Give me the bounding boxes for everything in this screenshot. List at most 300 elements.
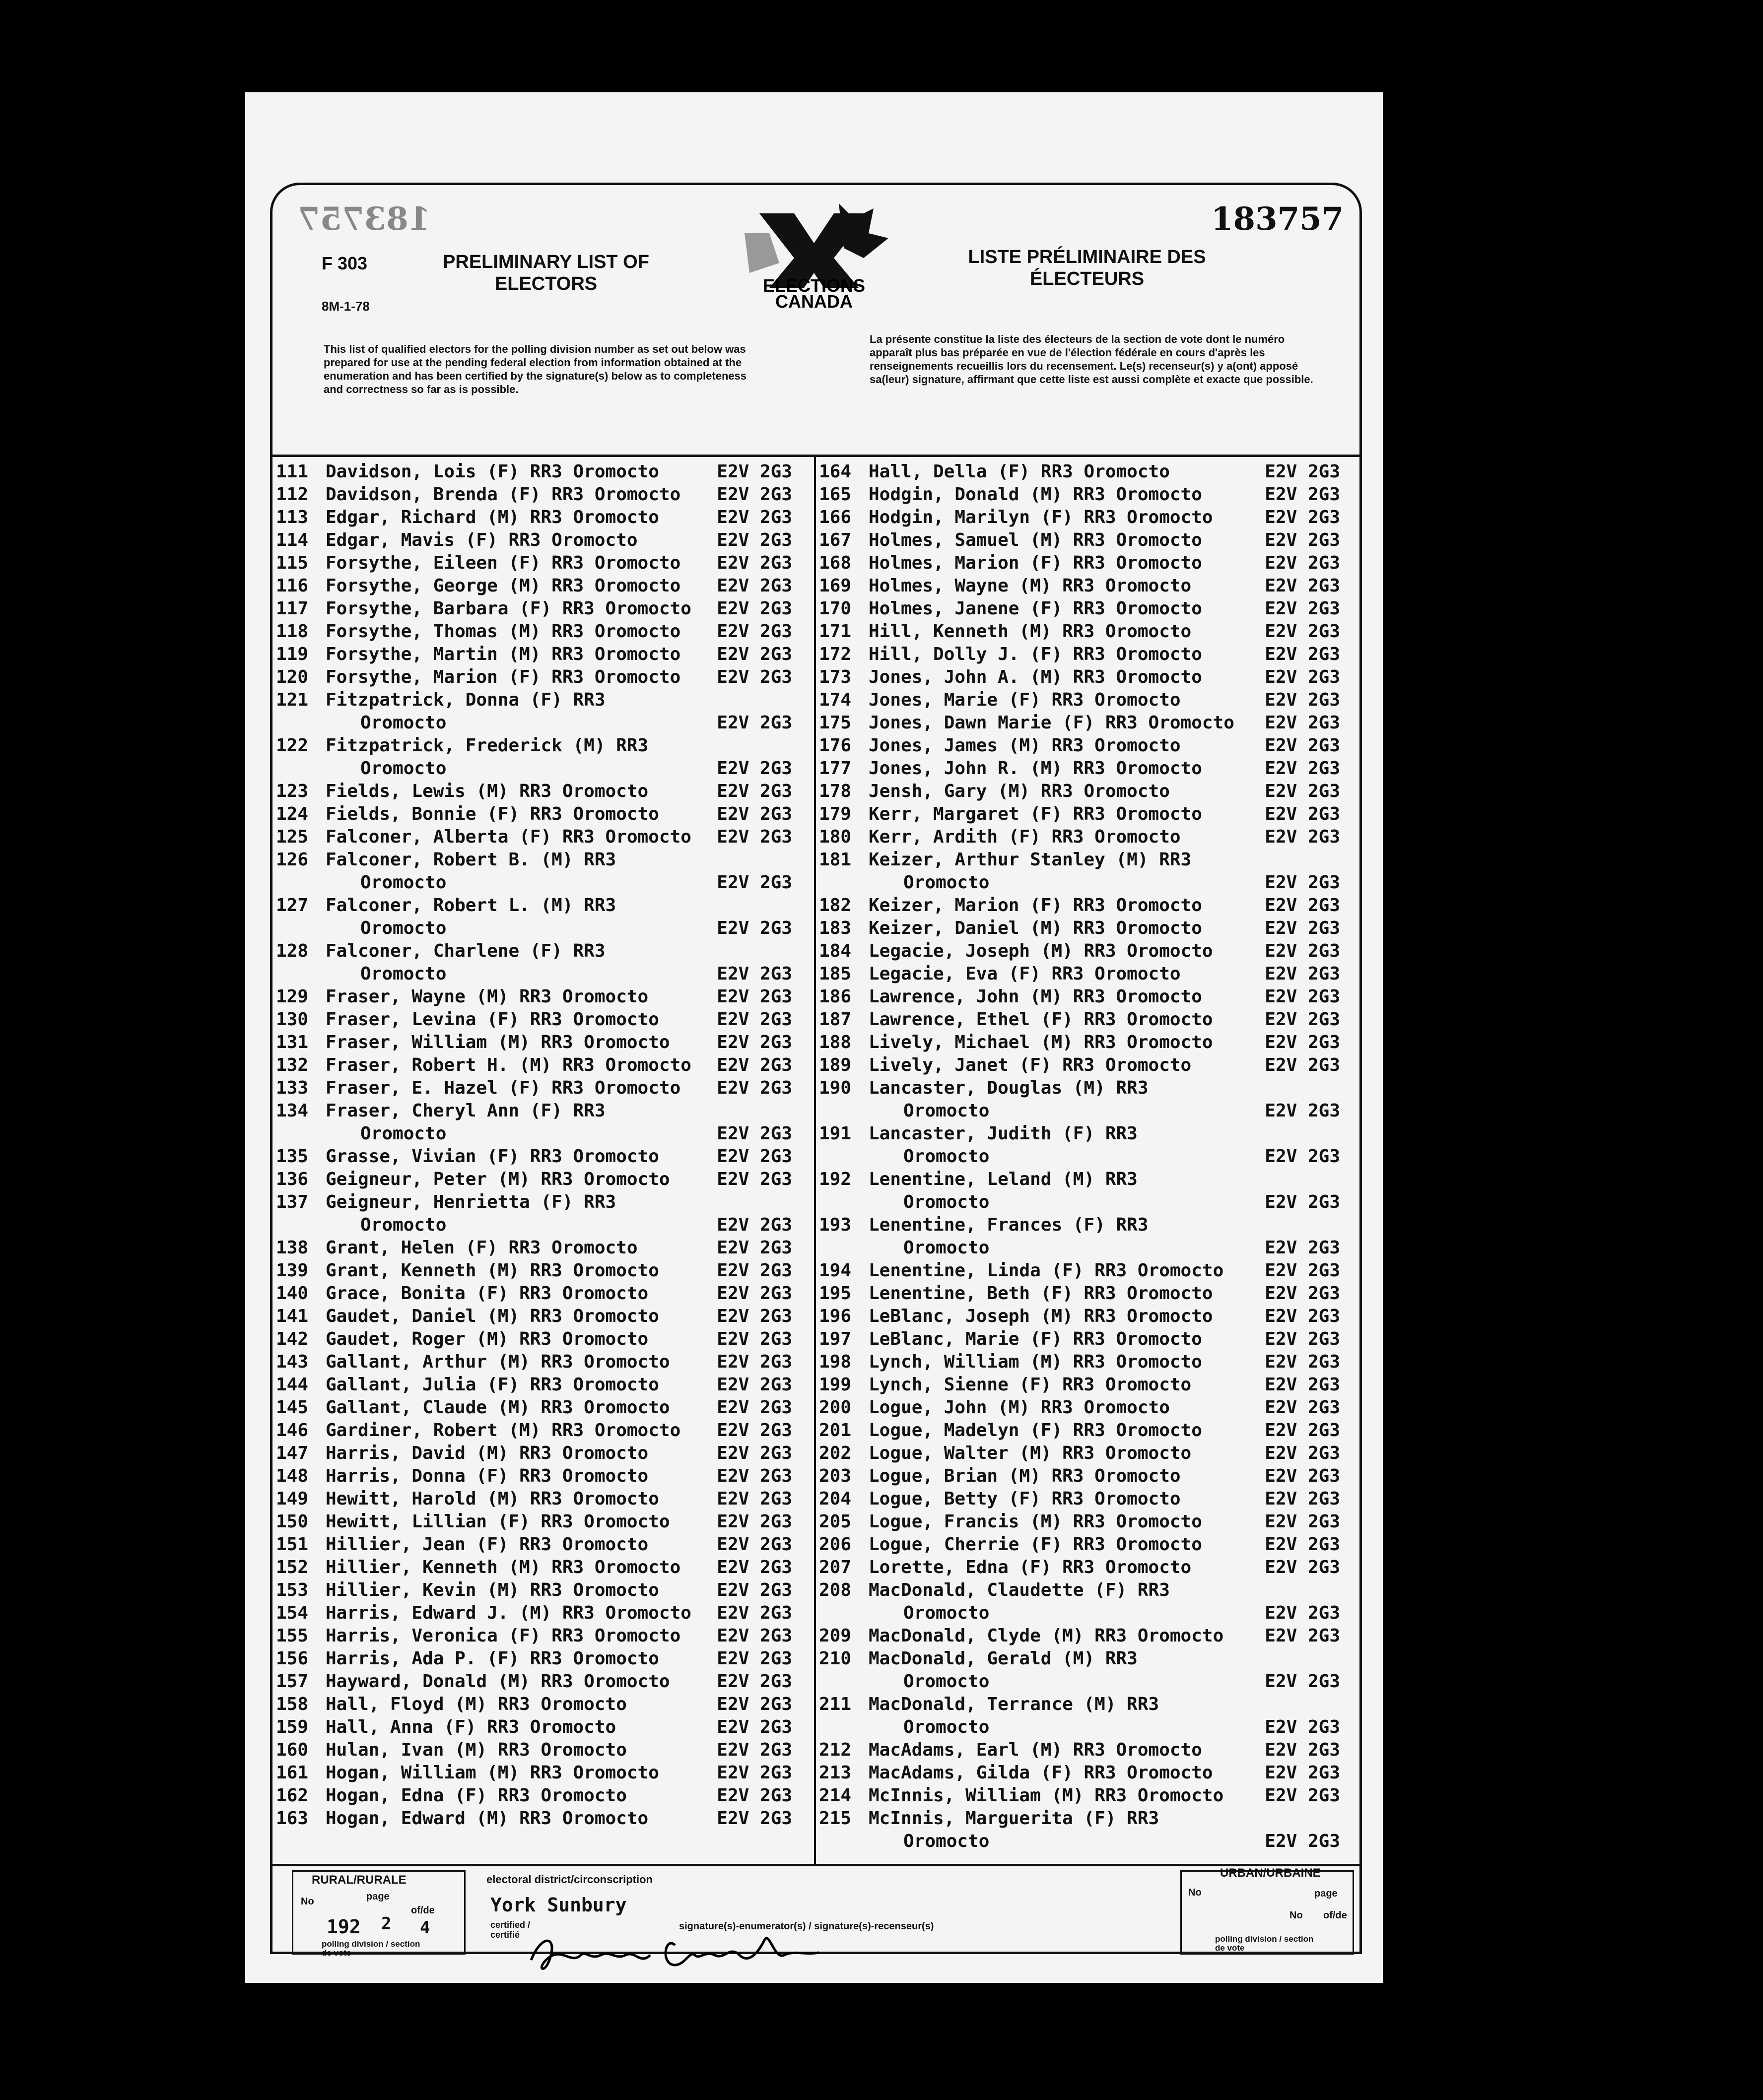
postal-code: E2V 2G3 [717,530,792,550]
postal-code: E2V 2G3 [717,1534,792,1555]
column-divider [814,455,816,1864]
elector-name-address: Grasse, Vivian (F) RR3 Oromocto [326,1146,659,1167]
elector-number: 130 [276,1009,309,1030]
elector-row [819,1191,1360,1214]
elector-name-address: Gaudet, Daniel (M) RR3 Oromocto [326,1306,659,1326]
postal-code: E2V 2G3 [717,758,792,779]
elector-row [819,1556,1360,1579]
elector-row [276,734,812,757]
elector-number: 169 [819,576,852,596]
elector-number: 200 [819,1397,852,1418]
elector-name-address: Forsythe, Barbara (F) RR3 Oromocto [326,598,691,619]
header-divider [272,455,1360,457]
elector-row [819,529,1360,552]
postal-code: E2V 2G3 [1265,553,1340,573]
elector-row [819,940,1360,963]
elector-row [276,1533,812,1556]
postal-code: E2V 2G3 [1265,1534,1340,1555]
postal-code: E2V 2G3 [1265,1466,1340,1486]
elector-number: 161 [276,1763,309,1783]
page-label: page [366,1891,390,1902]
postal-code: E2V 2G3 [1265,758,1340,779]
elector-row [819,734,1360,757]
elector-name-address: Gaudet, Roger (M) RR3 Oromocto [326,1329,649,1349]
elector-name-address: Grace, Bonita (F) RR3 Oromocto [326,1283,649,1304]
postal-code: E2V 2G3 [1265,1352,1340,1372]
elector-name-address: Jones, John R. (M) RR3 Oromocto [869,758,1202,779]
elector-name-address: Jones, Dawn Marie (F) RR3 Oromocto [869,713,1234,733]
elector-name-address: Fraser, William (M) RR3 Oromocto [326,1032,670,1052]
postal-code: E2V 2G3 [717,667,792,687]
postal-code: E2V 2G3 [717,644,792,664]
elector-row [276,1465,812,1488]
elector-number: 195 [819,1283,852,1304]
postal-code: E2V 2G3 [717,1123,792,1144]
elector-row [819,1693,1360,1716]
postal-code: E2V 2G3 [717,1032,792,1052]
postal-code: E2V 2G3 [717,461,792,482]
elector-number: 148 [276,1466,309,1486]
elector-number: 139 [276,1260,309,1281]
postal-code: E2V 2G3 [1265,1831,1340,1851]
postal-code: E2V 2G3 [1265,1283,1340,1304]
of-label: of/de [411,1905,435,1916]
elector-row [819,597,1360,620]
elector-name-address: Holmes, Samuel (M) RR3 Oromocto [869,530,1202,550]
elector-row [819,1510,1360,1533]
elector-row [276,1168,812,1191]
postal-code: E2V 2G3 [1265,1397,1340,1418]
elector-row [819,1830,1360,1853]
elector-number: 198 [819,1352,852,1372]
postal-code: E2V 2G3 [717,1420,792,1441]
serial-number: 183757 [1211,200,1344,238]
elector-name-address: Jones, James (M) RR3 Oromocto [869,735,1181,756]
postal-code: E2V 2G3 [1265,576,1340,596]
elector-row [276,985,812,1008]
postal-code: E2V 2G3 [717,918,792,938]
elector-row [276,871,812,894]
elector-number: 185 [819,964,852,984]
elector-number: 214 [819,1785,852,1806]
elector-number: 210 [819,1648,852,1669]
form-number: F 303 [322,253,368,273]
postal-code: E2V 2G3 [717,1785,792,1806]
elector-name-address: Forsythe, Martin (M) RR3 Oromocto [326,644,681,664]
elector-number: 140 [276,1283,309,1304]
postal-code: E2V 2G3 [1265,667,1340,687]
elector-name-address: Hodgin, Donald (M) RR3 Oromocto [869,484,1202,505]
postal-code: E2V 2G3 [1265,484,1340,505]
postal-code: E2V 2G3 [1265,1238,1340,1258]
elector-row [276,1396,812,1419]
elector-name-address: MacDonald, Gerald (M) RR3 [869,1648,1138,1669]
postal-code: E2V 2G3 [1265,986,1340,1007]
urban-polling-division-label: polling division / section de vote [1215,1934,1314,1953]
elector-number: 152 [276,1557,309,1577]
postal-code: E2V 2G3 [717,1375,792,1395]
elector-name-address: Davidson, Brenda (F) RR3 Oromocto [326,484,681,505]
postal-code: E2V 2G3 [717,1466,792,1486]
elector-number: 177 [819,758,852,779]
elector-number: 170 [819,598,852,619]
elector-number: 149 [276,1489,309,1509]
postal-code: E2V 2G3 [1265,461,1340,482]
elector-number: 133 [276,1078,309,1098]
intro-paragraph-english: This list of qualified electors for the polling division number as set out below was prepared for use at the pending federal election from information obtained at the enumeration and has been certified by the signature(s) below as to completeness and correctness so far as is possible. [324,343,747,395]
postal-code: E2V 2G3 [1265,781,1340,801]
urban-page-label: page [1314,1888,1338,1899]
elector-row [819,483,1360,506]
elector-row [819,1008,1360,1031]
elector-name-address: Oromocto [903,1671,990,1692]
elector-number: 145 [276,1397,309,1418]
elector-name-address: Logue, Walter (M) RR3 Oromocto [869,1443,1192,1463]
elector-name-address: Oromocto [903,872,990,893]
elector-number: 166 [819,507,852,527]
elector-name-address: McInnis, William (M) RR3 Oromocto [869,1785,1224,1806]
postal-code: E2V 2G3 [1265,713,1340,733]
elector-row [819,1122,1360,1145]
elector-row [819,871,1360,894]
elector-name-address: Hogan, William (M) RR3 Oromocto [326,1763,659,1783]
elector-number: 153 [276,1580,309,1600]
postal-code: E2V 2G3 [1265,507,1340,527]
elector-row [819,575,1360,597]
elector-row [276,1100,812,1122]
elector-row [276,849,812,871]
elector-number: 135 [276,1146,309,1167]
elector-number: 204 [819,1489,852,1509]
elector-number: 173 [819,667,852,687]
elector-number: 132 [276,1055,309,1075]
elector-name-address: MacDonald, Clyde (M) RR3 Oromocto [869,1626,1224,1646]
elector-row [276,506,812,529]
elector-number: 124 [276,804,309,824]
elector-name-address: Fraser, Cheryl Ann (F) RR3 [326,1101,606,1121]
postal-code: E2V 2G3 [717,1146,792,1167]
postal-code: E2V 2G3 [1265,621,1340,642]
elector-row [276,666,812,689]
elector-name-address: Kerr, Margaret (F) RR3 Oromocto [869,804,1202,824]
elector-row [819,666,1360,689]
elector-row [819,460,1360,483]
elector-row [819,1259,1360,1282]
postal-code: E2V 2G3 [1265,1192,1340,1212]
elector-name-address: Gallant, Arthur (M) RR3 Oromocto [326,1352,670,1372]
elector-name-address: Jones, Marie (F) RR3 Oromocto [869,690,1181,710]
postal-code: E2V 2G3 [1265,1443,1340,1463]
elector-number: 160 [276,1740,309,1760]
elector-number: 209 [819,1626,852,1646]
elector-row [276,917,812,940]
elector-name-address: Hill, Kenneth (M) RR3 Oromocto [869,621,1192,642]
elector-name-address: Harris, Ada P. (F) RR3 Oromocto [326,1648,659,1669]
elector-name-address: Logue, Betty (F) RR3 Oromocto [869,1489,1181,1509]
postal-code: E2V 2G3 [717,576,792,596]
postal-code: E2V 2G3 [717,1009,792,1030]
elector-number: 167 [819,530,852,550]
elector-row [819,1396,1360,1419]
elector-name-address: Hulan, Ivan (M) RR3 Oromocto [326,1740,627,1760]
postal-code: E2V 2G3 [717,1671,792,1692]
postal-code: E2V 2G3 [1265,895,1340,916]
elector-row [276,1328,812,1351]
elector-number: 180 [819,827,852,847]
elector-name-address: Fitzpatrick, Frederick (M) RR3 [326,735,649,756]
elector-name-address: Keizer, Arthur Stanley (M) RR3 [869,850,1192,870]
postal-code: E2V 2G3 [717,1648,792,1669]
elector-name-address: Hogan, Edna (F) RR3 Oromocto [326,1785,627,1806]
postal-code: E2V 2G3 [717,1055,792,1075]
elector-number: 191 [819,1123,852,1144]
postal-code: E2V 2G3 [717,1626,792,1646]
elector-row [276,1191,812,1214]
elector-row [819,552,1360,575]
elector-number: 113 [276,507,309,527]
elector-name-address: Hillier, Jean (F) RR3 Oromocto [326,1534,649,1555]
postal-code: E2V 2G3 [717,1215,792,1235]
elector-row [819,643,1360,666]
elector-row [819,1077,1360,1100]
postal-code: E2V 2G3 [1265,1009,1340,1030]
elector-name-address: Harris, David (M) RR3 Oromocto [326,1443,649,1463]
elector-row [276,1419,812,1442]
urban-no-label-2: No [1289,1910,1303,1921]
elector-name-address: Oromocto [903,1101,990,1121]
elector-name-address: Oromocto [360,713,447,733]
elector-name-address: Lawrence, John (M) RR3 Oromocto [869,986,1202,1007]
elector-number: 129 [276,986,309,1007]
elector-row [276,1145,812,1168]
elector-name-address: Lenentine, Leland (M) RR3 [869,1169,1138,1189]
elector-row [276,575,812,597]
elector-row [819,1670,1360,1693]
postal-code: E2V 2G3 [1265,644,1340,664]
postal-code: E2V 2G3 [1265,1626,1340,1646]
elector-row [276,597,812,620]
elector-number: 212 [819,1740,852,1760]
elector-number: 163 [276,1808,309,1829]
elector-row [276,1693,812,1716]
elector-number: 147 [276,1443,309,1463]
elector-row [819,917,1360,940]
elector-row [276,1510,812,1533]
elector-row [276,1259,812,1282]
postal-code: E2V 2G3 [717,1238,792,1258]
elector-row [276,1282,812,1305]
elector-row [819,1579,1360,1602]
elector-name-address: Fitzpatrick, Donna (F) RR3 [326,690,606,710]
postal-code: E2V 2G3 [1265,1101,1340,1121]
elector-row [276,1670,812,1693]
elector-name-address: MacAdams, Earl (M) RR3 Oromocto [869,1740,1202,1760]
elector-row [819,506,1360,529]
elector-row [819,1282,1360,1305]
elector-number: 184 [819,941,852,961]
postal-code: E2V 2G3 [717,1717,792,1737]
elector-name-address: Gallant, Claude (M) RR3 Oromocto [326,1397,670,1418]
elector-number: 174 [819,690,852,710]
elector-name-address: McInnis, Marguerita (F) RR3 [869,1808,1159,1829]
elector-name-address: Lancaster, Judith (F) RR3 [869,1123,1138,1144]
elector-name-address: Fraser, Robert H. (M) RR3 Oromocto [326,1055,691,1075]
postal-code: E2V 2G3 [717,827,792,847]
elector-row [276,1305,812,1328]
elector-number: 118 [276,621,309,642]
elector-name-address: Hall, Della (F) RR3 Oromocto [869,461,1170,482]
elector-row [819,826,1360,849]
elector-number: 215 [819,1808,852,1829]
elector-name-address: Kerr, Ardith (F) RR3 Oromocto [869,827,1181,847]
elector-name-address: Hogan, Edward (M) RR3 Oromocto [326,1808,649,1829]
elector-row [819,1237,1360,1259]
postal-code: E2V 2G3 [717,1260,792,1281]
elector-number: 131 [276,1032,309,1052]
postal-code: E2V 2G3 [717,986,792,1007]
elector-name-address: Forsythe, George (M) RR3 Oromocto [326,576,681,596]
postal-code: E2V 2G3 [717,1489,792,1509]
postal-code: E2V 2G3 [1265,1260,1340,1281]
elector-name-address: Legacie, Eva (F) RR3 Oromocto [869,964,1181,984]
elector-name-address: Lancaster, Douglas (M) RR3 [869,1078,1149,1098]
elector-row [276,1214,812,1237]
elector-row [819,1465,1360,1488]
elector-number: 123 [276,781,309,801]
elector-name-address: Harris, Veronica (F) RR3 Oromocto [326,1626,681,1646]
postal-code: E2V 2G3 [717,484,792,505]
elector-row [276,1716,812,1739]
elector-number: 112 [276,484,309,505]
urban-no-label: No [1188,1887,1202,1898]
postal-code: E2V 2G3 [717,1443,792,1463]
elector-name-address: Gallant, Julia (F) RR3 Oromocto [326,1375,659,1395]
elector-row [276,460,812,483]
elector-name-address: Keizer, Marion (F) RR3 Oromocto [869,895,1202,916]
elector-number: 205 [819,1511,852,1532]
postal-code: E2V 2G3 [717,1078,792,1098]
elector-row [276,712,812,734]
elector-row [819,620,1360,643]
elector-name-address: Logue, Brian (M) RR3 Oromocto [869,1466,1181,1486]
postal-code: E2V 2G3 [1265,1032,1340,1052]
postal-code: E2V 2G3 [717,507,792,527]
elector-row [276,1031,812,1054]
postal-code: E2V 2G3 [1265,918,1340,938]
elector-name-address: Forsythe, Marion (F) RR3 Oromocto [326,667,681,687]
elector-number: 164 [819,461,852,482]
elector-name-address: Gardiner, Robert (M) RR3 Oromocto [326,1420,681,1441]
elector-number: 206 [819,1534,852,1555]
elector-number: 142 [276,1329,309,1349]
elector-row [819,1784,1360,1807]
elector-number: 155 [276,1626,309,1646]
elector-row [819,1054,1360,1077]
elector-row [276,552,812,575]
elector-name-address: Holmes, Marion (F) RR3 Oromocto [869,553,1202,573]
elector-number: 187 [819,1009,852,1030]
postal-code: E2V 2G3 [717,1283,792,1304]
elector-row [819,1807,1360,1830]
elector-row [276,1374,812,1396]
elector-list-right [819,460,1360,1853]
elector-name-address: Lively, Janet (F) RR3 Oromocto [869,1055,1192,1075]
elector-name-address: Oromocto [360,964,447,984]
postal-code: E2V 2G3 [717,621,792,642]
elector-row [276,643,812,666]
postal-code: E2V 2G3 [1265,941,1340,961]
elector-name-address: Oromocto [903,1603,990,1623]
elector-row [819,1351,1360,1374]
elector-name-address: Logue, Cherrie (F) RR3 Oromocto [869,1534,1202,1555]
elector-number: 201 [819,1420,852,1441]
elector-name-address: LeBlanc, Marie (F) RR3 Oromocto [869,1329,1202,1349]
elector-row [276,1762,812,1784]
elector-number: 151 [276,1534,309,1555]
elector-row [819,1442,1360,1465]
elector-number: 114 [276,530,309,550]
elector-name-address: Oromocto [360,872,447,893]
elector-row [819,689,1360,712]
elector-row [819,1328,1360,1351]
elector-name-address: Forsythe, Eileen (F) RR3 Oromocto [326,553,681,573]
postal-code: E2V 2G3 [1265,1763,1340,1783]
postal-code: E2V 2G3 [1265,1489,1340,1509]
elector-row [819,1762,1360,1784]
elector-number: 159 [276,1717,309,1737]
elector-number: 158 [276,1694,309,1714]
elector-number: 182 [819,895,852,916]
postal-code: E2V 2G3 [1265,804,1340,824]
postal-code: E2V 2G3 [717,713,792,733]
elector-number: 117 [276,598,309,619]
elector-row [819,985,1360,1008]
elector-row [819,1419,1360,1442]
postal-code: E2V 2G3 [717,1740,792,1760]
form-date: 8M-1-78 [322,299,370,314]
elector-name-address: Davidson, Lois (F) RR3 Oromocto [326,461,659,482]
elector-number: 134 [276,1101,309,1121]
elector-number: 171 [819,621,852,642]
rural-label: RURAL/RURALE [312,1873,407,1887]
elector-row [819,1214,1360,1237]
elector-number: 156 [276,1648,309,1669]
elector-number: 197 [819,1329,852,1349]
postal-code: E2V 2G3 [717,598,792,619]
postal-code: E2V 2G3 [717,1808,792,1829]
elector-name-address: Falconer, Charlene (F) RR3 [326,941,606,961]
elector-row [276,894,812,917]
elector-name-address: Oromocto [903,1238,990,1258]
elector-name-address: Holmes, Wayne (M) RR3 Oromocto [869,576,1192,596]
elector-row [819,1145,1360,1168]
elector-number: 162 [276,1785,309,1806]
elector-row [276,826,812,849]
title-french: LISTE PRÉLIMINAIRE DES ÉLECTEURS [968,247,1206,289]
postal-code: E2V 2G3 [717,1329,792,1349]
elector-number: 211 [819,1694,852,1714]
elector-name-address: Lively, Michael (M) RR3 Oromocto [869,1032,1213,1052]
polling-no-label: No [301,1896,314,1907]
elector-name-address: Grant, Kenneth (M) RR3 Oromocto [326,1260,659,1281]
title-english: PRELIMINARY LIST OF ELECTORS [443,252,649,294]
elector-number: 127 [276,895,309,916]
elector-name-address: MacDonald, Claudette (F) RR3 [869,1580,1170,1600]
elector-row [276,1054,812,1077]
elector-number: 138 [276,1238,309,1258]
elector-row [819,963,1360,985]
elector-row [819,1488,1360,1510]
